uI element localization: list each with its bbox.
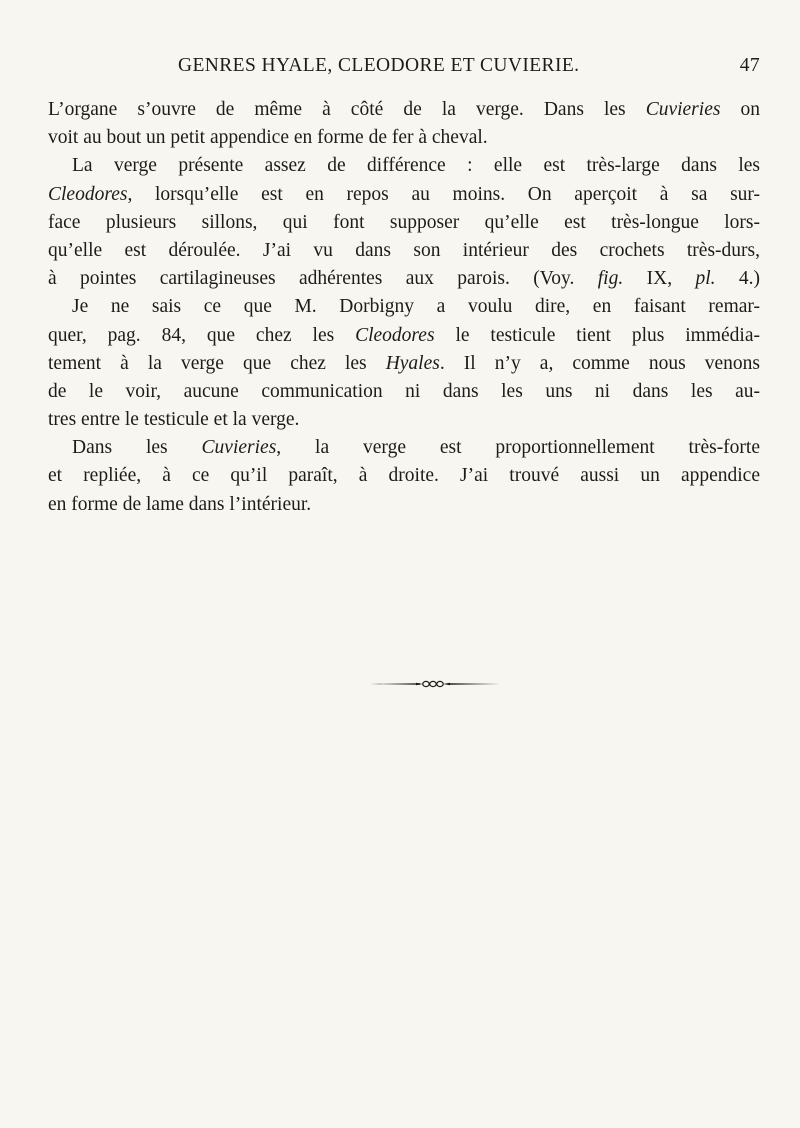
italic-term: Cuvieries bbox=[645, 99, 721, 120]
text-segment: de le voir, aucune communication ni dans les uns ni dans les au- bbox=[48, 380, 760, 402]
text-line bbox=[48, 124, 760, 152]
text-segment: 4.) bbox=[715, 268, 760, 290]
text-line bbox=[48, 378, 760, 406]
text-segment: on bbox=[720, 99, 760, 120]
italic-term: Cleodores bbox=[355, 324, 435, 346]
text-line bbox=[48, 152, 760, 180]
italic-term: Cleodores bbox=[48, 183, 128, 205]
text-segment: quer, pag. 84, que chez les bbox=[48, 324, 356, 346]
body-text bbox=[48, 96, 760, 519]
text-line bbox=[48, 237, 760, 265]
text-segment: tres entre le testicule et la verge. bbox=[48, 409, 300, 431]
running-head bbox=[48, 55, 760, 83]
text-segment: voit au bout un petit appendice en forme de fer à cheval. bbox=[48, 127, 488, 149]
italic-term: pl. bbox=[695, 268, 716, 290]
text-line bbox=[48, 462, 760, 490]
page-number: 47 bbox=[739, 55, 760, 76]
text-segment: , la verge est proportionnellement très-forte bbox=[276, 437, 760, 459]
text-segment: en forme de lame dans l’intérieur. bbox=[48, 493, 312, 515]
fleuron-ornament bbox=[370, 679, 500, 689]
text-segment: Je ne sais ce que M. Dorbigny a voulu dire, en faisant remar- bbox=[72, 296, 760, 318]
text-line bbox=[48, 406, 760, 434]
text-segment: face plusieurs sillons, qui font supposer qu’elle est très-longue lors- bbox=[48, 211, 760, 233]
text-segment: L’organe s’ouvre de même à côté de la verge. Dans les bbox=[48, 99, 646, 120]
text-line bbox=[48, 350, 760, 378]
text-segment: . Il n’y a, comme nous venons bbox=[439, 352, 760, 374]
text-segment: La verge présente assez de différence : elle est très-large dans les bbox=[72, 155, 760, 177]
text-line bbox=[48, 293, 760, 321]
text-segment: et repliée, à ce qu’il paraît, à droite. J’ai trouvé aussi un appendice bbox=[48, 465, 760, 487]
italic-term: fig. bbox=[597, 268, 624, 290]
italic-term: Cuvieries bbox=[201, 437, 277, 459]
text-segment: à pointes cartilagineuses adhérentes aux parois. (Voy. bbox=[48, 268, 598, 290]
italic-term: Hyales bbox=[385, 352, 440, 374]
text-line bbox=[48, 491, 760, 519]
text-segment: IX, bbox=[623, 268, 696, 290]
text-segment: Dans les bbox=[72, 437, 202, 459]
text-line bbox=[48, 322, 760, 350]
text-segment: qu’elle est déroulée. J’ai vu dans son intérieur des crochets très-durs, bbox=[48, 239, 760, 261]
text-line bbox=[48, 96, 760, 124]
text-line bbox=[48, 209, 760, 237]
running-title: GENRES HYALE, CLEODORE ET CUVIERIE. bbox=[178, 55, 580, 76]
text-segment: le testicule tient plus immédia- bbox=[434, 324, 760, 346]
text-segment: , lorsqu’elle est en repos au moins. On aperçoit à sa sur- bbox=[127, 183, 760, 205]
text-line bbox=[48, 181, 760, 209]
text-line bbox=[48, 434, 760, 462]
text-segment: tement à la verge que chez les bbox=[48, 352, 386, 374]
text-line bbox=[48, 265, 760, 293]
